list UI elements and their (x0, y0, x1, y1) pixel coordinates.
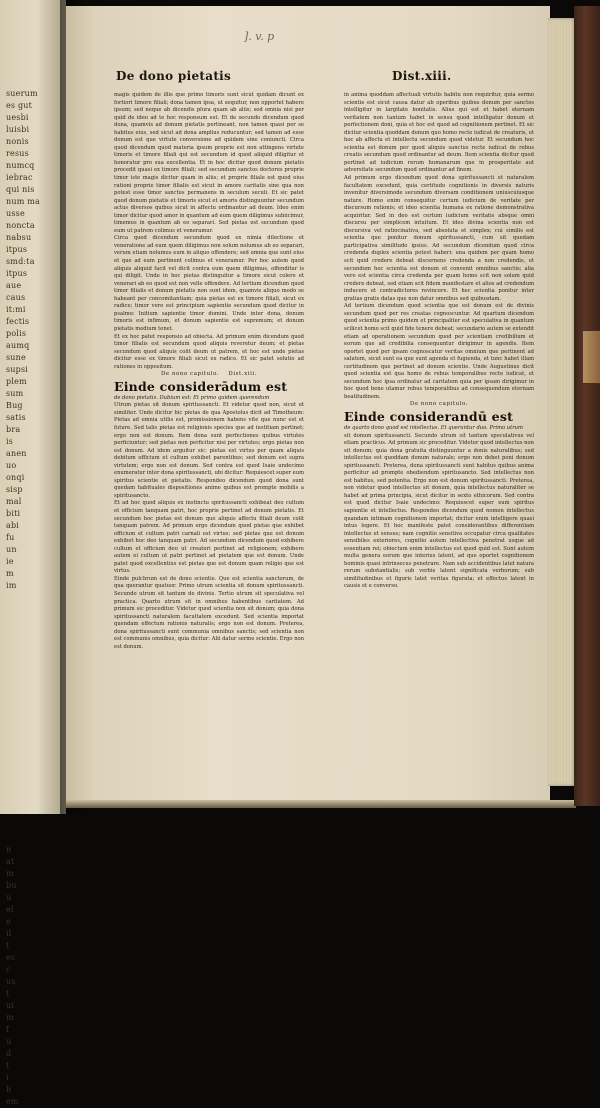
text-column-left (114, 92, 304, 651)
paragraph: Ad primum ergo dicendum quod dona spiritussancti et naturalem facultatem excedunt, quia certitudo cognitionis in diversis naturis invenitur diversimode secundum diversam conditionem uniuscuiusque nature. Homo enim consequitur certum iudicium de veritate per discursum rationis; et ideo scientia humana ex ratione demonstrativa acquiritur. Sed in deo est certum iudicium veritatis absque omni discursu per simplicem intuitum. Et ideo divina scientia non est discursiva vel ratiocinativa, sed absoluta et simplex; cui similis est scientia que ponitur donum spiritussancti, cum sit quedam participativa similitudo ipsius. Ad secundum dicendum quod circa credenda duplex scientia potest haberi: una quidem per quam homo scit quid credere debeat discernens credenda a non credendis, et secundum hoc scientia est donum et convenit omnibus sanctis; alia vero est scientia circa credenda per quam homo scit non solum quid credere debeat, sed etiam scit fidem manifestare et alios ad credendum inducere et contradictores revincere. Et hec scientia ponitur inter gratias gratis datas que non datur omnibus sed quibusdam. (344, 175, 534, 302)
paragraph: Einde pulchrum est de dono scientie. Que est scientia sanctorum, de qua querantur quatuor. Primo utrum scientia sit donum spiritussancti. Secundo utrum sit tantum de divinis. Tertio utrum sit speculativa vel practica. Quarto utrum sit in omnibus habentibus caritatem. Ad primum sic proceditur. Videtur quod scientia non sit donum; quia dona spiritussancti naturalem facultatem excedunt. Sed scientia importat quendam effectum rationis naturalis; ergo non est donum. Preterea, dona spiritussancti sunt communia omnibus sanctis; sed scientia non est communis omnibus, quia dicitur: Alii datur sermo scientie. Ergo non est donum. (114, 575, 304, 650)
page-bottom-edge (66, 800, 576, 808)
leather-binding (574, 6, 600, 806)
chapter-heading: De nono capitulo. Dist.xiii. (160, 371, 258, 378)
section-rubric: Einde considerādum est (114, 378, 288, 394)
paragraph: in anima quoddam affectuali virtutis habitu non requiritur, quia sermo scientie est sicut causa datur ab operibus quibus donum per sanctos intelligitur in largitate bonitatis. Alius qui est et habet eternam veritatem non tantum habet in sensu quod intelligatur donum et perfectionem doni, quia et hoc est quod ad cognitionem pertinet. Et sic dicitur scientia quoddam donum quo homo recte iudicat de creaturis, et hoc ab affectu et intellectu secundum quod videtur. Et secundum hoc scientia est donum per quod aliquis sanctus recte iudicat de rebus creatis secundum quod ordinantur ad deum. Item scientia dicitur quod pertinet ad iudicium rerum humanarum que in prosperitate aut adversitate secundum quod ordinantur ad finem. (344, 92, 534, 174)
left-page (0, 0, 66, 1106)
section-subtitle: de quarto dono quod est intellectus. Et querantur duo. Primo utrum (344, 424, 523, 431)
running-head-title: De dono pietatis (116, 69, 232, 83)
paragraph: Circa quod dicendum secundum quod ex nimia dilectione et veneratione ad eum quem diligimus non solum nolumus ab eo separari, verum etiam nolumus eum in aliquo offendere; sed omnia que sunt eius et que ad eum pertinent colimus et veneramur. Per hoc autem quod aliquis aliquid facit vel dicit contra eum quem diligimus, offenditur is qui diligit. Unde in hoc pietas distinguitur a timore sicut colere et venerari ab eo quod est non velle offendere. Ad tertium dicendum quod timor filialis et donum pietatis non sunt idem, quamvis aliquo modo se habeant per concomitantiam; quia pietas est ex timore filiali, sicut ex radice; timor vero est principium sapientie secundum quod dicitur in psalmo: Initium sapientie timor domini. Unde inter dona, donum timoris est infimum, et donum sapientie est supremum; et donum pietatis medium tenet. (114, 235, 304, 332)
left-page-text-edge: suerum es gut uesbi luisbi nonis resus numcq iebrac qui nis num ma usse noncta nabsu itpus smd:ta itpus aue caus it:mi fectis polis aumq sune supsi plem sum Bug satis bra is anen uo onqi sisp mal biti abi fu un ie m im n at m bu u el e il t es c us t ui m f u d t i h em (6, 89, 40, 1106)
section-rubric: Einde considerandū est (344, 408, 514, 424)
paragraph: magis quidem de illis que primo timoris sunt sicut quidam dicunt ex fortiori timore filiali; dona tamen ipsa, ut sequitur, non opportet habere ipsum; sed neque ab dicendis plura quam ab aliis; sed omnia nisi per quid de ideo ad te hoc responsum est. Et de secundo dicendum quod dona, quamvis ad donum pietatis pertineant, non tamen quasi per se habitus eius, sed sicut ad dona amplius reducuntur; sed tamen ad esse donum est que virtute conversione ad quidem sine coniuncti. Circa quod dicendum quod materia ipsum proprie est non attingens virtute timoris et timore filiali qui est secundum id quod aliquid diligitur et honoratur pro sua excellentia. Et in hoc dicitur quod donum pietatis procedit quasi ex timore filiali; sed secundum sanctos doctores proprie timor iste magis dicitur quam in aliis; et proprie filiale est quod eius rationi proprie timor filialis est sicut in amore caritatis sine qua non potest esse timor sanctus permanens in seculum seculi. Et sic patet quod donum pietatis et timoris sicut et amoris distinguuntur secundum actus diversos quibus sicut in affectu ordinantur ad deum. Ideo enim timor dicitur quod amor in quantum ad eum quem diligimus subiicimur, timemus in quantum ab eo separari. Sed pietas est secundum quod eum ut patrem colimus et veneramur. (114, 92, 304, 234)
paragraph: Ad tertium dicendum quod scientia que est donum est de divinis secundum quod per res creatas cognoscuntur. Ad quartum dicendum quod scientia primo quidem et principaliter est speculativa in quantum scilicet homo scit quid fide tenere debeat; secundario autem se extendit etiam ad operationem secundum quod per scientiam credibilium et eorum que ad credibilia consequuntur dirigimur in agendis. Item oportet quod per ipsam cognoscatur veritas omnium que pertinent ad salutem, sicut sunt ea que sunt agenda et fugienda, et tunc habet illam certitudinem que pertinet ad donum scientie. Unde Augustinus dicit quod scientia est qua homo de rebus temporalibus recte iudicat, et secundum hoc ipsa ordinatur ad caritatem quia per ipsam dirigimur in hoc quod bene utamur rebus temporalibus ad consequendum eternam beatitudinem. (344, 303, 535, 400)
paragraph: Et ex hoc patet responsio ad obiecta. Ad primum enim dicendum quod timor filialis est secundum quod aliquis reveretur deum; et pietas secundum quod aliquis colit deum ut patrem, et hoc est unde pietas dicitur esse ex timore filiali sicut ex radice. Et sic patet solutio ad rationes in oppositum. (114, 333, 304, 370)
paragraph: Et ad hoc quod aliquis ex instinctu spiritussancti exhibeat deo cultum et officium tanquam patri, hoc proprie pertinet ad donum pietatis. Et secundum hoc pietas est donum quo aliquis affectu filiali deum colit tanquam patrem. Ad primum ergo dicendum quod pietas que exhibet officium et cultum patri carnali est virtus; sed pietas que est donum exhibet hoc deo tanquam patri. Ad secundum dicendum quod exhibere cultum et officium deo ut creatori pertinet ad religionem; exhibere autem ei cultum ut patri pertinet ad pietatem que est donum. Unde patet quod excellentius est pietas que est donum quam religio que est virtus. (114, 500, 304, 575)
pencil-annotation: ]. v. p (244, 30, 275, 43)
text-column-right (344, 92, 534, 591)
right-page (66, 6, 550, 802)
running-head-distinction: Dist.xiii. (392, 69, 452, 83)
paragraph: Utrum pietas sit donum spiritussancti. Et videtur quod non, sicut et similiter. Unde dicitur hic pietas de qua Apostolus dicit ad Timotheum: Pietas ad omnia utilis est, promissionem habens vite que nunc est et future. Sed talis pietas est religionis species que ad iustitiam pertinet; ergo non est donum. Item dona sunt perfectiones quibus virtutes perficiuntur; sed pietas non perficitur nisi per virtutes; ergo pietas non est donum. Ad idem arguitur sic: pietas est virtus per quam aliquis debitum officium et cultum exhibet parentibus; sed donum est supra virtutem; ergo non est donum. Sed contra est quod Isaie undecimo enumeratur inter dona spiritussancti, ubi dicitur: Requiescet super eum spiritus scientie et pietatis. Respondeo dicendum quod dona sunt quedam habituales dispositiones anime quibus est prompte mobilis a spiritusancto. (114, 402, 304, 499)
paragraph: sit donum spiritussancti. Secundo utrum sit tantum speculativus vel etiam practicus. Ad primum sic proceditur. Videtur quod intellectus non sit donum; quia dona gratuita distinguuntur a donis naturalibus; sed intellectus est quoddam donum naturale; ergo non debet poni donum spiritussancti. Preterea, dona spiritussancti sunt habitus quibus anima perficitur ad prompte obediendum spiritusancto. Sed intellectus non est habitus, sed potentia. Ergo non est donum spiritussancti. Preterea, non videtur quod intellectus sit donum, quia intellectus naturaliter se habet ad prima principia, sicut dicitur in sexto ethicorum. Sed contra est quod dicitur Isaie undecimo: Requiescet super eum spiritus sapientie et intellectus. Respondeo dicendum quod nomen intellectus quandam intimam cognitionem importat; dicitur enim intelligere quasi intus legere. Et hoc manifeste patet considerantibus differentiam intellectus et sensus; nam cognitio sensitiva occupatur circa qualitates sensibiles exteriores, cognitio autem intellectiva penetrat usque ad essentiam rei; obiectum enim intellectus est quod quid est. Sunt autem multa genera eorum que interius latent, ad que oportet cognitionem hominis quasi intrinsecus penetrare. Nam sub accidentibus latet natura rerum substantialis; sub verbis latent significata verborum; sub similitudinibus et figuris latet veritas figurata; et effectus latent in causis et e converso. (344, 432, 534, 590)
section-subtitle: de dono pietatis. Dubium est: Et primo quidem querendum (114, 394, 270, 401)
book-fore-edge (548, 18, 576, 786)
binding-clasp (583, 330, 600, 384)
chapter-heading: De nono capitulo. (409, 401, 469, 408)
